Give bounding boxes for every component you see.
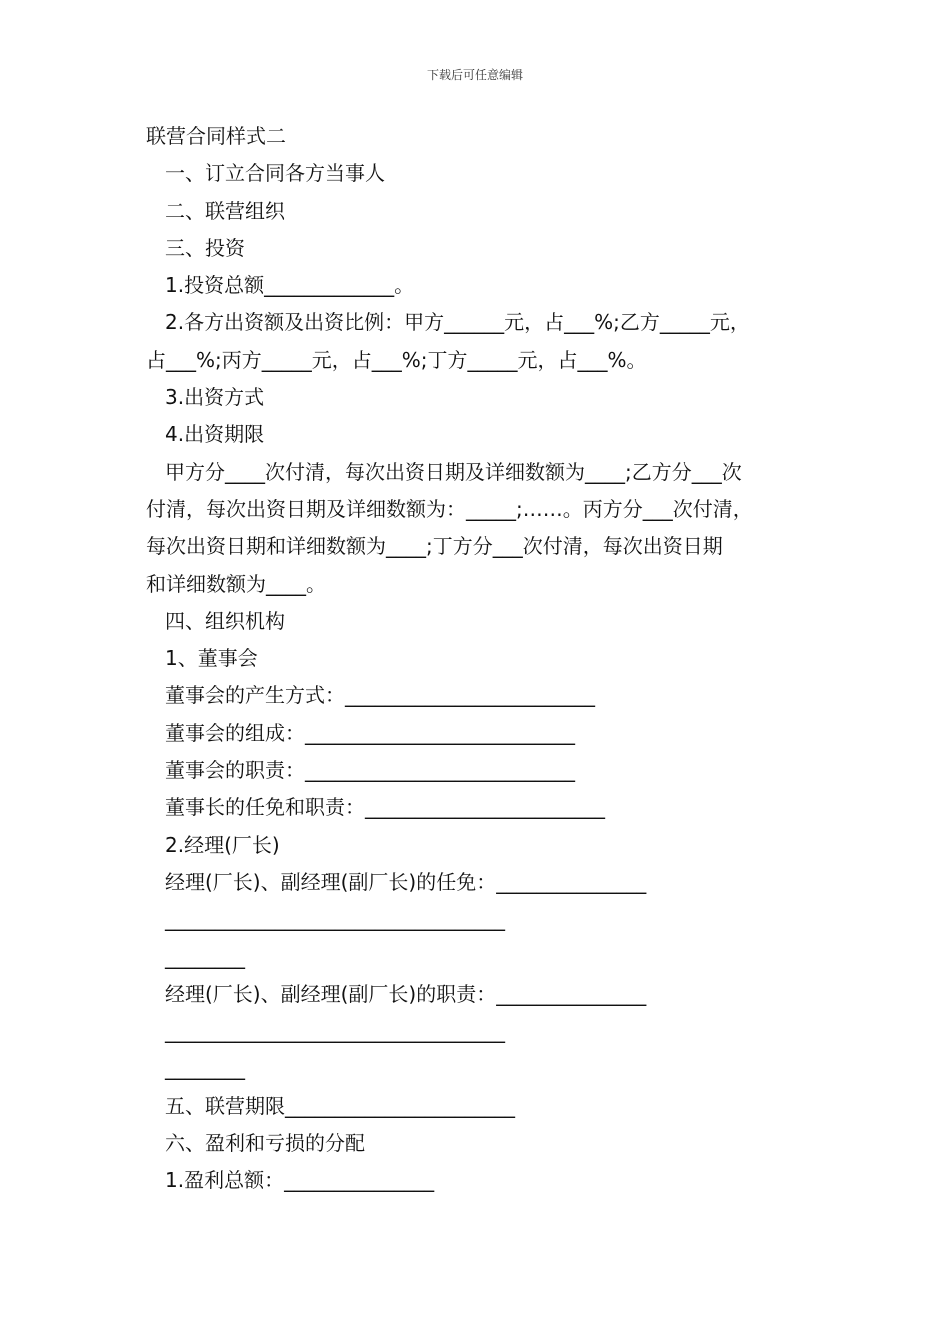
section-heading: 四、组织机构 (165, 608, 285, 633)
clause-line: 1.投资总额_____________。 (165, 273, 415, 298)
blank-line: ________ (165, 1056, 245, 1081)
clause-line: 董事长的任免和职责：________________________ (165, 795, 605, 820)
paragraph-line: 和详细数额为____。 (146, 571, 326, 596)
section-heading: 三、投资 (165, 235, 245, 260)
clause-line: 占___%;丙方_____元，占___%;丁方_____元，占___%。 (146, 347, 647, 372)
clause-line: 2.各方出资额及出资比例：甲方______元，占___%;乙方_____元， (165, 310, 750, 335)
subsection-heading: 2.经理(厂长) (165, 832, 280, 857)
document-body (146, 118, 816, 1200)
clause-line: 经理(厂长)、副经理(副厂长)的职责：_______________ (165, 981, 647, 1006)
clause-line: 董事会的职责：___________________________ (165, 758, 575, 783)
blank-line: __________________________________ (165, 907, 505, 932)
blank-line: __________________________________ (165, 1019, 505, 1044)
clause-line: 董事会的组成：___________________________ (165, 720, 575, 745)
clause-line: 4.出资期限 (165, 422, 265, 447)
clause-line: 经理(厂长)、副经理(副厂长)的任免：_______________ (165, 869, 647, 894)
section-heading: 二、联营组织 (165, 198, 285, 223)
section-heading: 六、盈利和亏损的分配 (165, 1131, 365, 1156)
document-title: 联营合同样式二 (146, 124, 286, 148)
section-heading: 五、联营期限_______________________ (165, 1093, 515, 1118)
clause-line: 董事会的产生方式：_________________________ (165, 683, 595, 708)
paragraph-line: 每次出资日期和详细数额为____;丁方分___次付清，每次出资日期 (146, 534, 723, 559)
clause-line: 3.出资方式 (165, 385, 265, 410)
section-heading: 一、订立合同各方当事人 (165, 161, 385, 186)
paragraph-line: 甲方分____次付清，每次出资日期及详细数额为____;乙方分___次 (165, 459, 742, 484)
paragraph-line: 付清，每次出资日期及详细数额为：_____;……。丙方分___次付清， (146, 496, 753, 521)
page-header: 下载后可任意编辑 (426, 68, 523, 82)
clause-line: 1.盈利总额：_______________ (165, 1168, 435, 1193)
subsection-heading: 1、董事会 (165, 646, 258, 671)
blank-line: ________ (165, 944, 245, 969)
